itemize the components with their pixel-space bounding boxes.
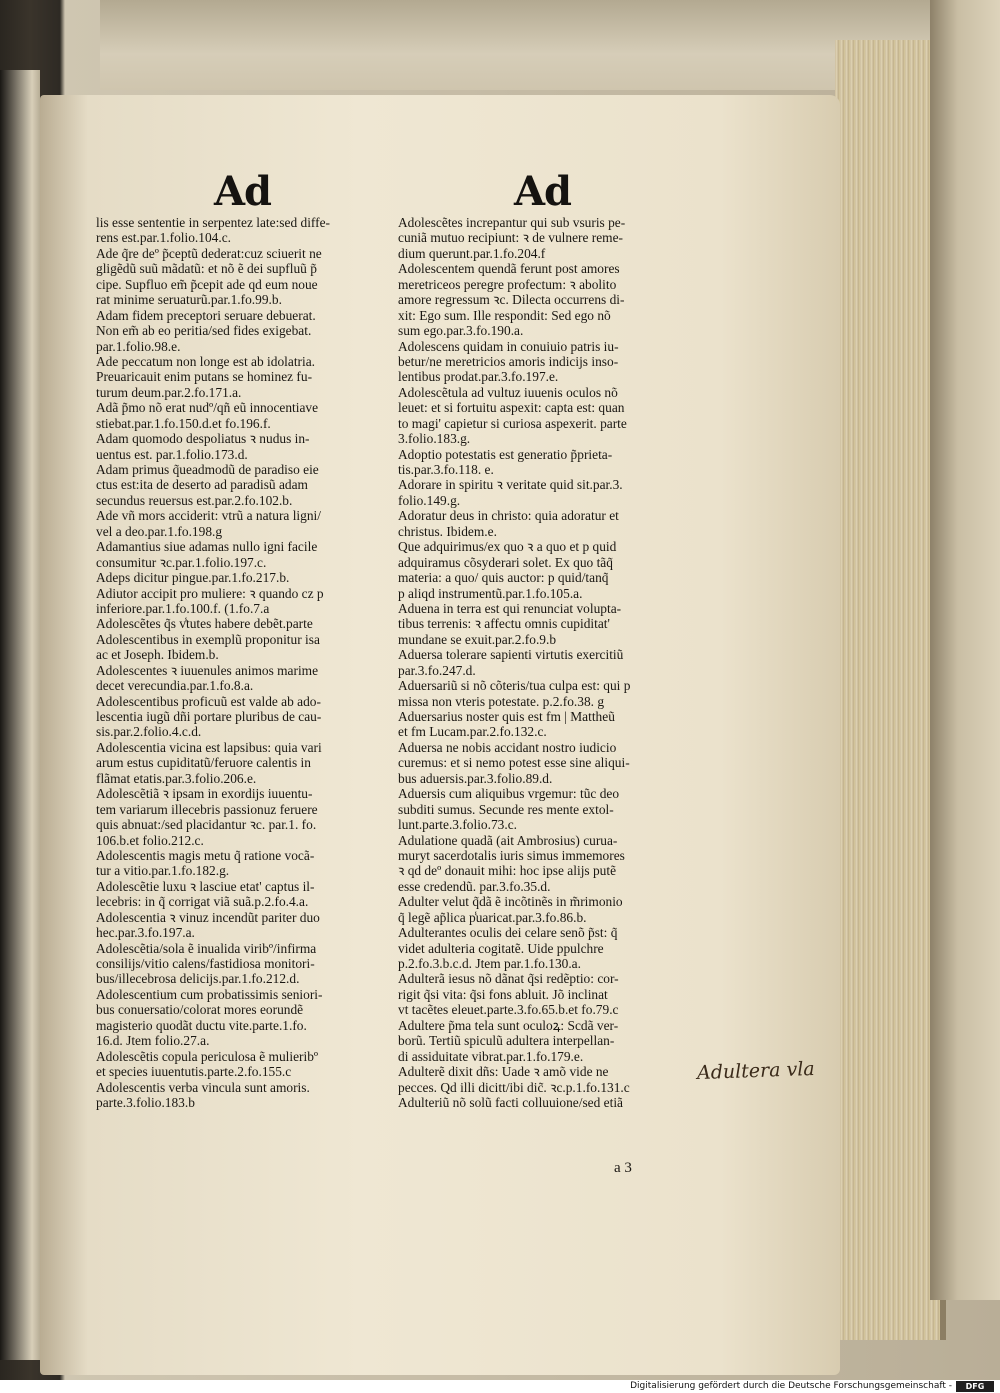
text-line: Adulter velut q̃dã ẽ incõtinẽs in m̃rimonio — [398, 894, 623, 910]
text-line: Adã p̃mo nõ erat nudº/qñ eũ innocentiave — [96, 400, 319, 416]
text-line: subditi sumus. Secunde res mente extol- — [398, 801, 614, 817]
text-line: muryt sacerdotalis iuris simus immemores — [398, 847, 625, 863]
text-line: Adolescẽtes q̃s v̾tutes habere debẽt.parte — [96, 616, 313, 632]
text-line: folio.149.g. — [398, 492, 461, 508]
text-line: Adiutor accipit pro muliere: ꝛ quando cz p — [96, 585, 324, 601]
text-line: Adolescẽtis copula periculosa ẽ mulieribº — [96, 1048, 319, 1064]
text-line: meretriceos peregre profectum: ꝛ abolito — [398, 276, 617, 292]
text-line: Adolescens quidam in conuiuio patris iu- — [398, 338, 619, 354]
text-line: consilijs/vitio calens/fastidiosa monitori- — [96, 956, 315, 971]
text-line: tem variarum illecebris passionuz feruere — [96, 801, 318, 817]
top-edge — [100, 0, 940, 90]
text-line: Adolescentis magis metu q̃ ratione vocã- — [96, 847, 315, 863]
text-line: uentus est. par.1.folio.173.d. — [96, 446, 248, 462]
text-line: Adoratur deus in christo: quia adoratur et — [398, 508, 619, 524]
text-line: hec.par.3.fo.197.a. — [96, 925, 195, 941]
text-line: Aduersa ne nobis accidant nostro iudicio — [398, 739, 617, 755]
text-line: et fm Lucam.par.2.fo.132.c. — [398, 724, 547, 740]
left-page-gutter — [0, 70, 40, 1360]
text-line: bus/illecebrosa delicijs.par.1.fo.212.d. — [96, 971, 300, 987]
text-line: Adulatione quadã (ait Ambrosius) curua- — [398, 832, 618, 848]
text-line: xit: Ego sum. Ille respondit: Sed ego nõ — [398, 307, 611, 323]
text-line: lis esse sententie in serpentez late:sed diffe- — [96, 215, 331, 230]
text-line: Preuaricauit enim putans se hominez fu- — [96, 369, 313, 385]
text-line: pecces. Qd illi dicitt/ibi dic̃. ꝛc.p.1.fo.131.c — [398, 1079, 630, 1095]
text-line: tibus terrenis: ꝛ affectu omnis cupiditat' — [398, 616, 610, 632]
handwritten-margin-note: Adultera vla — [696, 1057, 816, 1085]
text-line: to magi' capietur si curiosa aspexerit. parte — [398, 415, 627, 431]
text-line: lescentia iugũ dñi portare pluribus de cau- — [96, 709, 322, 724]
left-text-column — [96, 215, 376, 1110]
text-line: esse credendũ. par.3.fo.35.d. — [398, 878, 551, 894]
text-line: curemus: et si nemo potest esse sine aliqui- — [398, 755, 630, 771]
text-line: Non em̃ ab eo peritia/sed fides exigebat. — [96, 323, 312, 339]
text-line: borũ. Tertiũ spiculũ adultera interpellan- — [398, 1033, 615, 1049]
right-headword: Ad — [514, 168, 572, 215]
signature-mark: a 3 — [614, 1160, 632, 1176]
text-line: amore regressum ꝛc. Dilecta occurrens di- — [398, 292, 625, 308]
text-line: sum ego.par.3.fo.190.a. — [398, 323, 524, 339]
text-line: lecebris: in q̃ corrigat viã suã.p.2.fo.4.a. — [96, 894, 309, 910]
text-line: Aduena in terra est qui renunciat volupta- — [398, 600, 622, 616]
dfg-logo: DFG — [956, 1381, 994, 1392]
text-line: par.1.folio.98.e. — [96, 338, 181, 354]
text-line: 106.b.et folio.212.c. — [96, 832, 204, 848]
text-line: Adolescentia ꝛ vinuz incendũt pariter duo — [96, 909, 320, 925]
text-line: consumitur ꝛc.par.1.folio.197.c. — [96, 554, 267, 570]
text-line: bus conuersatio/colorat mores eorundẽ — [96, 1002, 304, 1018]
text-line: decet verecundia.par.1.fo.8.a. — [96, 678, 254, 694]
text-line: magisterio quodãt ductu vite.parte.1.fo. — [96, 1017, 307, 1033]
text-line: secundus reuersus est.par.2.fo.102.b. — [96, 492, 293, 508]
text-line: vt tacẽtes eleuet.parte.3.fo.65.b.et fo.79.c — [398, 1002, 619, 1018]
text-line: betur/ne meretricios amoris indicijs inso- — [398, 353, 619, 369]
text-line: Ade q̃re deº p̃ceptũ dederat:cuz sciuerit ne — [96, 245, 322, 261]
footer-credit: Digitalisierung gefördert durch die Deutsche Forschungsgemeinschaft - — [630, 1381, 952, 1391]
text-line: arum estus cupiditatũ/feruore calentis in — [96, 755, 311, 771]
text-line: p aliqd instrumentũ.par.1.fo.105.a. — [398, 585, 583, 601]
text-line: Que adquirimus/ex quo ꝛ a quo et p quid — [398, 539, 617, 555]
text-line: lentibus prodat.par.3.fo.197.e. — [398, 369, 559, 385]
text-line: missa non vteris potestate. p.2.fo.38. g — [398, 693, 605, 709]
text-line: Adam quomodo despoliatus ꝛ nudus in- — [96, 431, 310, 447]
text-line: ꝛ qd deº donauit mihi: hoc ipse alijs putẽ — [398, 863, 617, 879]
text-line: Adulterẽ dixit dñs: Uade ꝛ amõ vide ne — [398, 1064, 609, 1080]
text-line: parte.3.folio.183.b — [96, 1094, 195, 1110]
text-line: rat minime seruaturũ.par.1.fo.99.b. — [96, 292, 282, 308]
text-line: Adolescentem quendã ferunt post amores — [398, 261, 620, 277]
text-line: mundane se exuit.par.2.fo.9.b — [398, 631, 557, 647]
text-line: par.3.fo.247.d. — [398, 662, 476, 678]
right-binding-board — [930, 0, 1000, 1300]
text-line: Adolescẽtula ad vultuz iuuenis oculos nõ — [398, 384, 618, 400]
text-line: christus. Ibidem.e. — [398, 523, 497, 539]
text-line: Aduersarius noster quis est fm | Mattheũ — [398, 709, 615, 724]
text-line: materia: a quo/ quis auctor: p quid/tanq̃ — [398, 570, 609, 586]
text-line: Adolescentia vicina est lapsibus: quia vari — [96, 739, 322, 755]
text-line: leuet: et si fortuitu aspexit: capta est: quan — [398, 400, 625, 416]
text-line: Aduersariũ si nõ cõteris/tua culpa est: qui p — [398, 678, 631, 694]
text-line: p.2.fo.3.b.c.d. Jtem par.1.fo.130.a. — [398, 956, 581, 971]
text-line: Adulteriũ nõ solũ facti colluuione/sed etiã — [398, 1094, 623, 1110]
text-line: sis.par.2.folio.4.c.d. — [96, 724, 202, 740]
text-line: turum deum.par.2.fo.171.a. — [96, 384, 242, 400]
text-line: 3.folio.183.g. — [398, 431, 471, 447]
text-line: adquiramus cõsyderari solet. Ex quo tãq̃ — [398, 554, 613, 570]
text-line: Adolescentium cum probatissimis seniori- — [96, 986, 323, 1002]
text-line: ac et Joseph. Ibidem.b. — [96, 647, 219, 663]
text-line: ctus est:ita de deserto ad paradisũ adam — [96, 477, 308, 493]
text-line: et species iuuentutis.parte.2.fo.155.c — [96, 1064, 292, 1080]
text-line: Adolescentis verba vincula sunt amoris. — [96, 1079, 310, 1095]
text-line: videt adulteria cogitatẽ. Uide ppulchre — [398, 940, 604, 956]
text-line: vel a deo.par.1.fo.198.g — [96, 523, 223, 539]
text-line: Adolescẽtiã ꝛ ipsam in exordijs iuuentu- — [96, 786, 313, 802]
text-line: Aduersis cum aliquibus vrgemur: tũc deo — [398, 786, 620, 802]
text-line: Adamantius siue adamas nullo igni facile — [96, 539, 318, 555]
text-line: Adulterantes oculis dei celare senõ p̃st: q̃ — [398, 925, 618, 941]
text-line: tur a vitio.par.1.fo.182.g. — [96, 863, 230, 879]
text-line: tis.par.3.fo.118. e. — [398, 462, 494, 477]
text-line: quis abnuat:/sed placidantur ꝛc. par.1. fo. — [96, 817, 317, 833]
text-line: inferiore.par.1.fo.100.f. (1.fo.7.a — [96, 600, 270, 616]
text-line: di assiduitate vibrat.par.1.fo.179.e. — [398, 1048, 584, 1064]
text-line: Ade peccatum non longe est ab idolatria. — [96, 353, 316, 369]
text-line: dium querunt.par.1.fo.204.f — [398, 245, 546, 261]
text-line: stiebat.par.1.fo.150.d.et fo.196.f. — [96, 415, 271, 431]
text-line: Adam primus q̃ueadmodũ de paradiso eie — [96, 462, 319, 477]
text-line: 16.d. Jtem folio.27.a. — [96, 1033, 210, 1049]
text-line: Adultere p̃ma tela sunt oculoꝝ: Scdã ver- — [398, 1017, 619, 1033]
text-line: gligẽdũ suũ mãdatũ: et nõ ẽ dei supfluũ p̃ — [96, 261, 317, 277]
text-line: Adulterã iesus nõ dãnat q̃si redẽptio: cor- — [398, 971, 619, 987]
text-line: Adolescentibus in exemplũ proponitur isa — [96, 631, 320, 647]
text-line: Adolescẽtia/sola ẽ inualida viribº/infirma — [96, 940, 317, 956]
text-line: Adoptio potestatis est generatio p̃prieta- — [398, 446, 613, 462]
text-line: Adeps dicitur pingue.par.1.fo.217.b. — [96, 570, 290, 586]
text-line: Adolescentibus proficuũ est valde ab ado- — [96, 693, 321, 709]
text-line: Ade vñ mors acciderit: vtrũ a natura ligni/ — [96, 508, 321, 524]
text-line: cuniã mutuo recipiunt: ꝛ de vulnere reme- — [398, 230, 623, 246]
text-line: q̃ legẽ ap̃lica p̾uaricat.par.3.fo.86.b. — [398, 909, 587, 925]
text-line: rigit q̃si vita: q̃si fons abluit. Jõ inclinat — [398, 986, 608, 1002]
text-line: Adolescẽtie luxu ꝛ lasciue etat' captus il- — [96, 878, 315, 894]
left-headword: Ad — [214, 168, 272, 215]
text-line: Adolescentes ꝛ iuuenules animos marime — [96, 662, 319, 678]
text-line: bus aduersis.par.3.folio.89.d. — [398, 770, 553, 786]
text-line: Adam fidem preceptori seruare debuerat. — [96, 307, 316, 323]
text-line: lunt.parte.3.folio.73.c. — [398, 817, 517, 833]
right-text-column — [398, 215, 698, 1110]
text-line: rens est.par.1.folio.104.c. — [96, 230, 231, 246]
text-line: Adolescẽtes increpantur qui sub vsuris pe- — [398, 215, 626, 230]
text-line: Adorare in spiritu ꝛ veritate quid sit.par.3. — [398, 477, 623, 493]
text-line: flãmat etatis.par.3.folio.206.e. — [96, 770, 257, 786]
text-line: cipe. Supfluo em̃ p̃cepit ade qd eum noue — [96, 276, 318, 292]
text-line: Aduersa tolerare sapienti virtutis exercitiũ — [398, 647, 624, 663]
